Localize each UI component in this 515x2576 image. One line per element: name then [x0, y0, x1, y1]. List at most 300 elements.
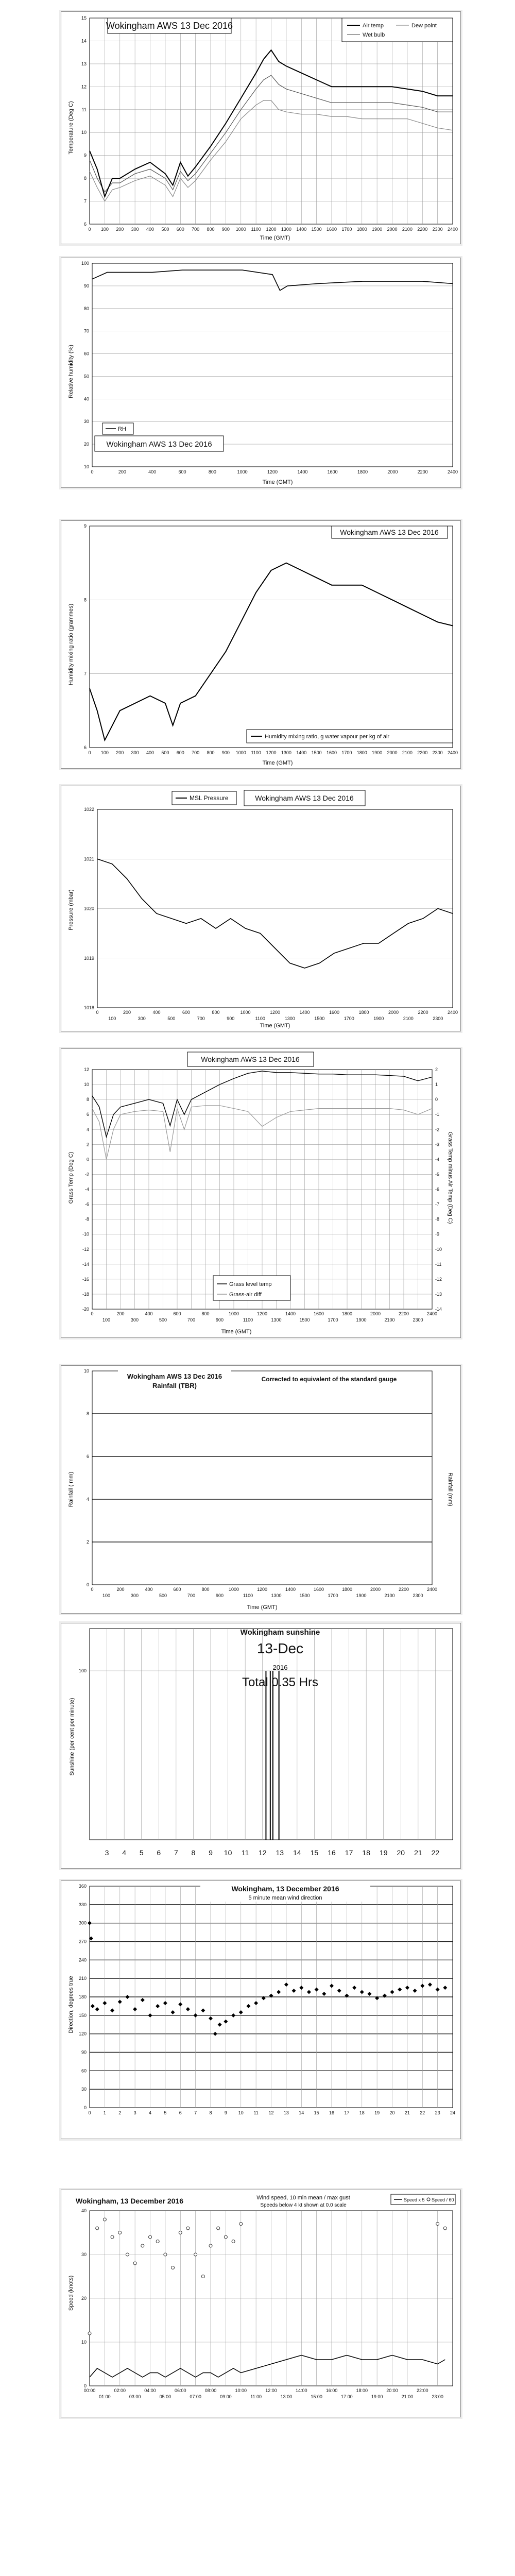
y-tick-label: 30 [83, 419, 89, 425]
x-tick-label: 1600 [329, 1010, 340, 1015]
direction-point [330, 1984, 334, 1988]
direction-point [367, 1992, 371, 1996]
x-tick-label: 2400 [447, 1010, 458, 1015]
x-tick-label: 1800 [356, 227, 367, 232]
legend-wet-bulb: Wet bulb [363, 32, 385, 38]
x-tick-label: 400 [152, 1010, 161, 1015]
sun-ylabel: Sunshine (per cent per minute) [69, 1698, 75, 1776]
y-tick-label: -16 [82, 1276, 89, 1282]
x-tick-label: 19 [379, 1849, 388, 1857]
x-tick-label: 7 [194, 2110, 197, 2115]
sun-year: 2016 [272, 1664, 288, 1671]
rainfall-chart [61, 1366, 460, 1613]
x-tick-label: 100 [108, 1016, 116, 1021]
x-tick-label: 6 [157, 1849, 161, 1857]
direction-point [413, 1989, 417, 1993]
y-right-tick-label: -10 [435, 1246, 442, 1252]
grass-xlabel: Time (GMT) [221, 1329, 252, 1335]
x-tick-label: 19:00 [371, 2394, 383, 2399]
x-tick-label: 1900 [372, 750, 383, 755]
y-right-tick-label: -1 [435, 1112, 440, 1117]
x-tick-label: 1000 [228, 1311, 239, 1316]
x-tick-label: 300 [131, 227, 139, 232]
x-tick-label: 04:00 [144, 2388, 156, 2393]
direction-point [443, 1986, 447, 1990]
grass-ylabel-right: Grass Temp minus Air Temp (Deg C) [447, 1131, 453, 1224]
direction-point [405, 1986, 409, 1990]
direction-point [231, 2013, 235, 2018]
wind-speed-chart [61, 2190, 460, 2417]
x-tick-label: 1900 [356, 1593, 367, 1598]
x-tick-label: 1900 [372, 227, 383, 232]
y-tick-label: 30 [81, 2252, 87, 2257]
gust-point [436, 2223, 439, 2226]
x-tick-label: 2100 [403, 1016, 414, 1021]
grass-temp-chart [61, 1049, 460, 1337]
x-tick-label: 1700 [328, 1317, 338, 1323]
x-tick-label: 1600 [326, 227, 337, 232]
gust-point [232, 2240, 235, 2243]
y-right-tick-label: -4 [435, 1157, 440, 1162]
legend-mixing: Humidity mixing ratio, g water vapour per kg of air [265, 734, 390, 740]
sunshine-chart [61, 1623, 460, 1868]
y-tick-label: 1019 [83, 955, 94, 961]
legend-grass-diff: Grass-air diff [229, 1292, 262, 1298]
direction-point [277, 1990, 281, 1994]
y-tick-label: 90 [81, 2049, 87, 2055]
direction-point [102, 2001, 107, 2005]
y-tick-label: 12 [83, 1067, 89, 1072]
x-tick-label: 9 [224, 2110, 227, 2115]
y-tick-label: 6 [86, 1112, 89, 1117]
x-tick-label: 18 [362, 1849, 370, 1857]
y-tick-label: -6 [84, 1201, 89, 1207]
direction-point [178, 2002, 182, 2006]
x-tick-label: 16:00 [325, 2388, 338, 2393]
y-tick-label: 60 [81, 2068, 87, 2074]
wind-direction-chart [61, 1881, 460, 2139]
x-tick-label: 1800 [358, 1010, 369, 1015]
x-tick-label: 17 [345, 1849, 353, 1857]
gust-point [164, 2253, 167, 2256]
x-tick-label: 300 [130, 1593, 139, 1598]
x-tick-label: 600 [176, 227, 184, 232]
x-tick-label: 2200 [398, 1587, 409, 1592]
gust-point [96, 2227, 99, 2230]
x-tick-label: 2400 [447, 227, 458, 232]
x-tick-label: 9 [209, 1849, 213, 1857]
direction-point [163, 2001, 167, 2005]
x-tick-label: 2000 [387, 227, 398, 232]
y-right-tick-label: -2 [435, 1127, 440, 1132]
x-tick-label: 700 [197, 1016, 205, 1021]
x-tick-label: 700 [187, 1593, 196, 1598]
y-tick-label: 8 [86, 1411, 89, 1416]
temperature-xlabel: Time (GMT) [260, 235, 290, 241]
y-tick-label: 8 [86, 1097, 89, 1103]
x-tick-label: 2300 [413, 1593, 423, 1598]
y-tick-label: 12 [81, 84, 87, 90]
x-tick-label: 2400 [447, 469, 458, 474]
x-tick-label: 0 [96, 1010, 99, 1015]
x-tick-label: 1600 [313, 1587, 324, 1592]
x-tick-label: 10:00 [235, 2388, 247, 2393]
gust-point [88, 2332, 91, 2335]
y-tick-label: -18 [82, 1291, 89, 1297]
gust-point [103, 2218, 106, 2221]
x-tick-label: 400 [145, 1311, 153, 1316]
temperature-ylabel: Temperature (Deg C) [68, 101, 74, 155]
x-tick-label: 05:00 [159, 2394, 171, 2399]
y-tick-label: 7 [83, 198, 87, 204]
direction-point [110, 2008, 114, 2012]
y-right-tick-label: -7 [435, 1201, 440, 1207]
x-tick-label: 11 [253, 2110, 259, 2115]
direction-point [201, 2008, 205, 2012]
y-tick-label: 10 [81, 130, 87, 135]
y-right-tick-label: -9 [435, 1231, 440, 1237]
y-right-tick-label: -12 [435, 1276, 442, 1282]
y-tick-label: 11 [81, 107, 87, 112]
series-line-pressure [97, 859, 453, 968]
x-tick-label: 1200 [267, 469, 278, 474]
x-tick-label: 200 [116, 1311, 125, 1316]
humidity-panel [61, 258, 461, 488]
x-tick-label: 1400 [285, 1587, 296, 1592]
y-tick-label: 40 [83, 396, 89, 402]
gust-point [111, 2235, 114, 2239]
y-right-tick-label: 1 [435, 1082, 438, 1088]
y-tick-label: 240 [78, 1957, 87, 1963]
x-tick-label: 500 [159, 1317, 167, 1323]
y-tick-label: 0 [83, 2383, 87, 2388]
x-tick-label: 19 [374, 2110, 380, 2115]
y-tick-label: -4 [84, 1187, 89, 1192]
x-tick-label: 2300 [433, 1016, 443, 1021]
direction-point [420, 1984, 424, 1988]
y-tick-label: 0 [83, 2105, 87, 2110]
x-tick-label: 400 [146, 227, 154, 232]
x-tick-label: 12:00 [265, 2388, 277, 2393]
x-tick-label: 20:00 [386, 2388, 398, 2393]
x-tick-label: 4 [148, 2110, 152, 2115]
wdir-subtitle: 5 minute mean wind direction [248, 1895, 322, 1901]
x-tick-label: 2400 [447, 750, 458, 755]
y-tick-label: -10 [82, 1231, 89, 1237]
x-tick-label: 900 [215, 1317, 224, 1323]
direction-point [133, 2007, 137, 2011]
rain-ylabel: Rainfall ( mm) [68, 1471, 74, 1507]
y-tick-label: 30 [81, 2087, 87, 2092]
x-tick-label: 1500 [299, 1317, 310, 1323]
x-tick-label: 1100 [255, 1016, 265, 1021]
y-tick-label: 6 [83, 222, 87, 227]
rainfall-panel [61, 1365, 461, 1614]
x-tick-label: 8 [209, 2110, 212, 2115]
x-tick-label: 16 [328, 1849, 336, 1857]
x-tick-label: 2000 [370, 1587, 381, 1592]
x-tick-label: 1500 [311, 750, 322, 755]
x-tick-label: 1900 [356, 1317, 367, 1323]
direction-point [194, 2013, 198, 2018]
x-tick-label: 01:00 [99, 2394, 111, 2399]
x-tick-label: 20 [397, 1849, 405, 1857]
wspd-note: Speeds below 4 kt shown at 0.0 scale [260, 2202, 347, 2208]
y-tick-label: 100 [81, 261, 89, 266]
y-tick-label: 0 [86, 1157, 89, 1162]
x-tick-label: 1 [103, 2110, 106, 2115]
rain-ylabel-right: Rainfall (mm) [447, 1472, 453, 1506]
x-tick-label: 300 [130, 1317, 139, 1323]
y-tick-label: 210 [78, 1976, 87, 1981]
series-line-mixing [90, 563, 453, 740]
x-tick-label: 7 [174, 1849, 178, 1857]
y-tick-label: 10 [81, 2340, 87, 2345]
humidity-ylabel: Relative humidity (%) [68, 345, 74, 398]
x-tick-label: 12 [258, 1849, 267, 1857]
x-tick-label: 10 [238, 2110, 244, 2115]
x-tick-label: 1800 [356, 750, 367, 755]
x-tick-label: 400 [146, 750, 154, 755]
gust-point [443, 2227, 447, 2230]
direction-point [186, 2007, 190, 2011]
x-tick-label: 0 [88, 227, 91, 232]
x-tick-label: 2400 [426, 1311, 438, 1316]
x-tick-label: 1000 [235, 227, 246, 232]
x-tick-label: 22:00 [416, 2388, 428, 2393]
direction-point [352, 1986, 356, 1990]
y-tick-label: 20 [81, 2296, 87, 2301]
x-tick-label: 1500 [299, 1593, 310, 1598]
x-tick-label: 1000 [237, 469, 248, 474]
x-tick-label: 900 [215, 1593, 224, 1598]
y-tick-label: 1021 [83, 856, 94, 862]
x-tick-label: 700 [192, 227, 200, 232]
y-tick-label: 100 [78, 1668, 87, 1673]
x-tick-label: 2000 [370, 1311, 381, 1316]
y-tick-label: -20 [82, 1307, 89, 1312]
x-tick-label: 17 [344, 2110, 350, 2115]
x-tick-label: 300 [138, 1016, 146, 1021]
sun-date: 13-Dec [256, 1640, 304, 1656]
y-tick-label: 60 [83, 351, 89, 357]
x-tick-label: 0 [88, 750, 91, 755]
x-tick-label: 15:00 [311, 2394, 322, 2399]
x-tick-label: 200 [116, 1587, 125, 1592]
y-tick-label: 150 [78, 2012, 87, 2018]
y-tick-label: 1020 [83, 906, 94, 911]
direction-point [307, 1990, 311, 1994]
direction-point [218, 2023, 222, 2027]
y-tick-label: 8 [83, 176, 87, 181]
grass-temp-panel [61, 1048, 461, 1338]
x-tick-label: 1100 [243, 1593, 253, 1598]
mixing-ylabel: Humidity mixing ratio (grammes) [68, 603, 74, 686]
direction-point [299, 1986, 303, 1990]
pressure-panel [61, 786, 461, 1031]
humidity-title: Wokingham AWS 13 Dec 2016 [106, 440, 212, 449]
x-tick-label: 1300 [284, 1016, 295, 1021]
x-tick-label: 1400 [296, 750, 307, 755]
x-tick-label: 500 [159, 1593, 167, 1598]
legend-dew-point: Dew point [411, 23, 437, 29]
y-tick-label: 9 [83, 523, 87, 529]
x-tick-label: 600 [178, 469, 186, 474]
x-tick-label: 2300 [432, 750, 443, 755]
gust-point [126, 2253, 129, 2256]
x-tick-label: 0 [91, 469, 94, 474]
x-tick-label: 2300 [413, 1317, 423, 1323]
sun-total: Total 0.35 Hrs [242, 1675, 319, 1689]
direction-point [88, 1921, 92, 1925]
y-tick-label: 2 [86, 1142, 89, 1147]
x-tick-label: 24 [450, 2110, 456, 2115]
x-tick-label: 16 [329, 2110, 335, 2115]
x-tick-label: 21 [404, 2110, 410, 2115]
y-right-tick-label: -3 [435, 1142, 440, 1147]
wind-direction-panel [61, 1880, 461, 2139]
gust-point [141, 2244, 144, 2247]
x-tick-label: 2100 [402, 227, 413, 232]
x-tick-label: 1300 [271, 1593, 282, 1598]
x-tick-label: 1000 [228, 1587, 239, 1592]
y-tick-label: 80 [83, 306, 89, 311]
x-tick-label: 1100 [251, 750, 261, 755]
y-tick-label: 1022 [83, 807, 94, 812]
y-tick-label: 1018 [83, 1005, 94, 1010]
y-tick-label: 7 [83, 671, 87, 676]
x-tick-label: 22 [420, 2110, 425, 2115]
x-tick-label: 12 [268, 2110, 274, 2115]
x-tick-label: 23:00 [432, 2394, 443, 2399]
temperature-chart [61, 12, 460, 244]
x-tick-label: 1400 [285, 1311, 296, 1316]
x-tick-label: 2200 [398, 1311, 409, 1316]
x-tick-label: 10 [224, 1849, 232, 1857]
wdir-ylabel: Direction, degrees true [68, 1976, 74, 2033]
x-tick-label: 2000 [387, 750, 398, 755]
gust-point [156, 2240, 159, 2243]
y-tick-label: -12 [82, 1246, 89, 1252]
x-tick-label: 600 [182, 1010, 191, 1015]
x-tick-label: 2200 [417, 227, 428, 232]
x-tick-label: 100 [102, 1317, 111, 1323]
x-tick-label: 2000 [388, 1010, 399, 1015]
x-tick-label: 700 [192, 750, 200, 755]
x-tick-label: 1900 [373, 1016, 384, 1021]
mixing-title: Wokingham AWS 13 Dec 2016 [340, 528, 439, 536]
x-tick-label: 21:00 [401, 2394, 414, 2399]
y-right-tick-label: 0 [435, 1097, 438, 1103]
wind-speed-panel [61, 2190, 461, 2417]
x-tick-label: 14:00 [295, 2388, 307, 2393]
x-tick-label: 07:00 [190, 2394, 201, 2399]
legend-grass: Grass level temp [229, 1281, 272, 1287]
y-tick-label: 10 [83, 1082, 89, 1088]
direction-point [246, 2004, 250, 2008]
y-tick-label: 6 [83, 745, 87, 750]
rain-subtitle: Rainfall (TBR) [152, 1382, 197, 1389]
plot-frame [90, 526, 453, 748]
x-tick-label: 3 [105, 1849, 109, 1857]
x-tick-label: 600 [173, 1587, 181, 1592]
grass-ylabel: Grass Temp (Deg C) [68, 1151, 74, 1204]
gust-point [194, 2253, 197, 2256]
gust-point [201, 2275, 204, 2278]
x-tick-label: 1700 [344, 1016, 354, 1021]
gust-point [133, 2262, 136, 2265]
pressure-ylabel: Pressure (mbar) [68, 889, 74, 930]
mixing-ratio-panel [61, 520, 461, 769]
x-tick-label: 13 [283, 2110, 289, 2115]
direction-point [239, 2010, 243, 2014]
gust-point [179, 2231, 182, 2234]
x-tick-label: 09:00 [220, 2394, 232, 2399]
direction-point [428, 1982, 432, 1987]
x-tick-label: 1600 [327, 469, 338, 474]
x-tick-label: 1000 [240, 1010, 251, 1015]
y-tick-label: 13 [81, 61, 87, 66]
x-tick-label: 800 [212, 1010, 220, 1015]
y-tick-label: 14 [81, 38, 87, 44]
x-tick-label: 1400 [299, 1010, 310, 1015]
x-tick-label: 400 [145, 1587, 153, 1592]
x-tick-label: 1600 [326, 750, 337, 755]
series-line-speed [90, 2355, 445, 2378]
x-tick-label: 1200 [269, 1010, 281, 1015]
x-tick-label: 1300 [271, 1317, 282, 1323]
x-tick-label: 200 [116, 227, 124, 232]
x-tick-label: 1100 [251, 227, 261, 232]
direction-point [156, 2004, 160, 2008]
x-tick-label: 1300 [281, 227, 291, 232]
gust-point [171, 2266, 175, 2269]
x-tick-label: 1700 [341, 750, 352, 755]
direction-point [209, 2016, 213, 2021]
pressure-title: Wokingham AWS 13 Dec 2016 [255, 794, 354, 802]
x-tick-label: 500 [161, 227, 169, 232]
plot-frame [90, 1629, 453, 1840]
x-tick-label: 200 [118, 469, 126, 474]
wspd-subtitle: Wind speed, 10 min mean / max gust [256, 2195, 350, 2201]
grass-title: Wokingham AWS 13 Dec 2016 [201, 1055, 300, 1063]
y-tick-label: 50 [83, 374, 89, 379]
x-tick-label: 5 [139, 1849, 144, 1857]
legend-rh: RH [118, 426, 126, 432]
y-tick-label: -2 [84, 1172, 89, 1177]
gust-point [209, 2244, 212, 2247]
direction-point [118, 2000, 122, 2004]
x-tick-label: 1500 [314, 1016, 325, 1021]
x-tick-label: 800 [208, 469, 216, 474]
direction-point [284, 1982, 288, 1987]
x-tick-label: 14 [299, 2110, 304, 2115]
x-tick-label: 300 [131, 750, 139, 755]
y-tick-label: 6 [86, 1454, 89, 1459]
wspd-ylabel: Speed (knots) [68, 2275, 74, 2311]
direction-point [95, 2007, 99, 2011]
sunshine-panel [61, 1623, 461, 1869]
x-tick-label: 2200 [417, 469, 428, 474]
direction-point [254, 2001, 258, 2005]
x-tick-label: 2000 [387, 469, 398, 474]
x-tick-label: 800 [201, 1311, 210, 1316]
rain-xlabel: Time (GMT) [247, 1604, 278, 1611]
y-right-tick-label: -13 [435, 1291, 442, 1297]
x-tick-label: 800 [207, 227, 215, 232]
x-tick-label: 2100 [402, 750, 413, 755]
y-tick-label: 9 [83, 152, 87, 158]
